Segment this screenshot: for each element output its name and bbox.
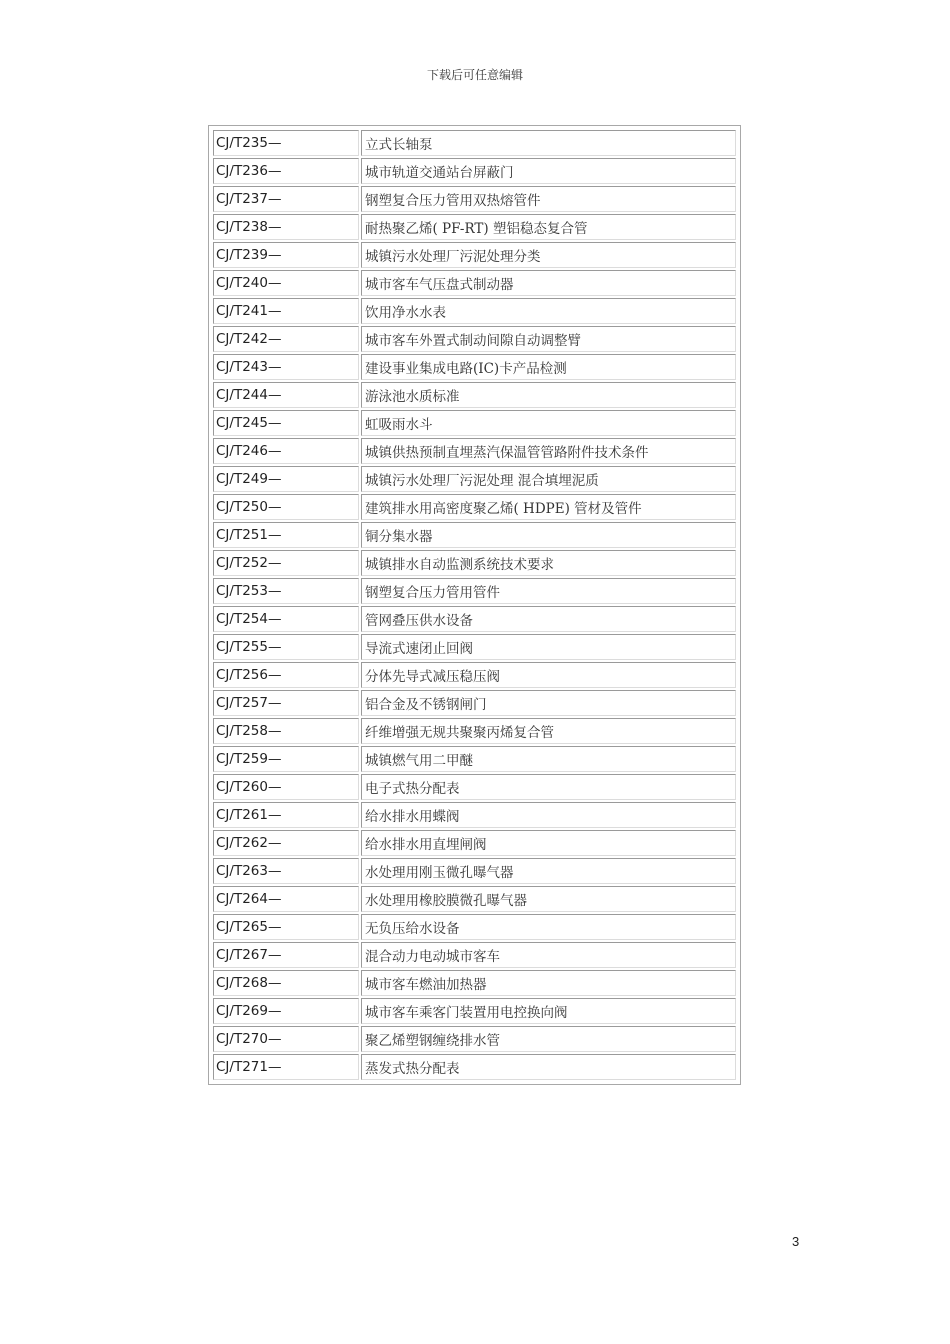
table-row bbox=[213, 438, 736, 464]
table-row bbox=[213, 830, 736, 856]
standard-name-cell: 城镇污水处理厂污泥处理 混合填埋泥质 bbox=[361, 466, 736, 492]
standard-code-cell: CJ/T263— bbox=[213, 858, 359, 884]
standard-code-cell: CJ/T260— bbox=[213, 774, 359, 800]
table-row bbox=[213, 270, 736, 296]
table-row bbox=[213, 802, 736, 828]
standard-name-cell: 铜分集水器 bbox=[361, 522, 736, 548]
standard-code-cell: CJ/T261— bbox=[213, 802, 359, 828]
standard-code-cell: CJ/T268— bbox=[213, 970, 359, 996]
table-row bbox=[213, 242, 736, 268]
standard-name-cell: 铝合金及不锈钢闸门 bbox=[361, 690, 736, 716]
standard-name-cell: 无负压给水设备 bbox=[361, 914, 736, 940]
standard-code-cell: CJ/T240— bbox=[213, 270, 359, 296]
standard-code-cell: CJ/T257— bbox=[213, 690, 359, 716]
standard-code-cell: CJ/T252— bbox=[213, 550, 359, 576]
table-row bbox=[213, 774, 736, 800]
table-row bbox=[213, 606, 736, 632]
standard-code-cell: CJ/T253— bbox=[213, 578, 359, 604]
table-row bbox=[213, 634, 736, 660]
table-row bbox=[213, 662, 736, 688]
standard-name-cell: 耐热聚乙烯( PF-RT) 塑铝稳态复合管 bbox=[361, 214, 736, 240]
standard-name-cell: 分体先导式减压稳压阀 bbox=[361, 662, 736, 688]
standard-name-cell: 聚乙烯塑钢缠绕排水管 bbox=[361, 1026, 736, 1052]
table-row bbox=[213, 494, 736, 520]
standard-name-cell: 城市轨道交通站台屏蔽门 bbox=[361, 158, 736, 184]
standard-name-cell: 管网叠压供水设备 bbox=[361, 606, 736, 632]
standards-table bbox=[211, 128, 738, 1082]
standard-name-cell: 给水排水用直埋闸阀 bbox=[361, 830, 736, 856]
standard-code-cell: CJ/T258— bbox=[213, 718, 359, 744]
standard-name-cell: 城镇供热预制直埋蒸汽保温管管路附件技术条件 bbox=[361, 438, 736, 464]
standard-code-cell: CJ/T255— bbox=[213, 634, 359, 660]
standard-name-cell: 混合动力电动城市客车 bbox=[361, 942, 736, 968]
standard-code-cell: CJ/T243— bbox=[213, 354, 359, 380]
standard-name-cell: 纤维增强无规共聚聚丙烯复合管 bbox=[361, 718, 736, 744]
table-row bbox=[213, 970, 736, 996]
standard-name-cell: 城市客车气压盘式制动器 bbox=[361, 270, 736, 296]
table-row bbox=[213, 886, 736, 912]
standard-name-cell: 饮用净水水表 bbox=[361, 298, 736, 324]
page-number: 3 bbox=[792, 1234, 800, 1249]
standards-table-frame bbox=[208, 125, 741, 1085]
table-row bbox=[213, 186, 736, 212]
standard-code-cell: CJ/T270— bbox=[213, 1026, 359, 1052]
standard-code-cell: CJ/T265— bbox=[213, 914, 359, 940]
table-row bbox=[213, 578, 736, 604]
table-row bbox=[213, 718, 736, 744]
standard-name-cell: 城镇燃气用二甲醚 bbox=[361, 746, 736, 772]
table-row bbox=[213, 214, 736, 240]
table-row bbox=[213, 410, 736, 436]
standard-name-cell: 给水排水用蝶阀 bbox=[361, 802, 736, 828]
standard-code-cell: CJ/T254— bbox=[213, 606, 359, 632]
standard-code-cell: CJ/T271— bbox=[213, 1054, 359, 1080]
standard-name-cell: 建设事业集成电路(IC)卡产品检测 bbox=[361, 354, 736, 380]
standard-code-cell: CJ/T237— bbox=[213, 186, 359, 212]
standard-code-cell: CJ/T251— bbox=[213, 522, 359, 548]
standard-name-cell: 城镇排水自动监测系统技术要求 bbox=[361, 550, 736, 576]
table-row bbox=[213, 298, 736, 324]
standard-code-cell: CJ/T264— bbox=[213, 886, 359, 912]
standard-code-cell: CJ/T250— bbox=[213, 494, 359, 520]
table-row bbox=[213, 158, 736, 184]
standard-name-cell: 城市客车外置式制动间隙自动调整臂 bbox=[361, 326, 736, 352]
table-row bbox=[213, 130, 736, 156]
standard-name-cell: 城市客车乘客门装置用电控换向阀 bbox=[361, 998, 736, 1024]
standard-code-cell: CJ/T249— bbox=[213, 466, 359, 492]
standard-name-cell: 立式长轴泵 bbox=[361, 130, 736, 156]
table-row bbox=[213, 466, 736, 492]
standard-name-cell: 钢塑复合压力管用管件 bbox=[361, 578, 736, 604]
table-row bbox=[213, 690, 736, 716]
table-row bbox=[213, 382, 736, 408]
standard-name-cell: 游泳池水质标准 bbox=[361, 382, 736, 408]
standard-name-cell: 水处理用橡胶膜微孔曝气器 bbox=[361, 886, 736, 912]
table-row bbox=[213, 858, 736, 884]
table-row bbox=[213, 326, 736, 352]
table-row bbox=[213, 998, 736, 1024]
standard-name-cell: 城市客车燃油加热器 bbox=[361, 970, 736, 996]
standard-name-cell: 导流式速闭止回阀 bbox=[361, 634, 736, 660]
standard-name-cell: 建筑排水用高密度聚乙烯( HDPE) 管材及管件 bbox=[361, 494, 736, 520]
table-row bbox=[213, 942, 736, 968]
standard-name-cell: 钢塑复合压力管用双热熔管件 bbox=[361, 186, 736, 212]
standard-code-cell: CJ/T236— bbox=[213, 158, 359, 184]
standard-name-cell: 城镇污水处理厂污泥处理分类 bbox=[361, 242, 736, 268]
standard-code-cell: CJ/T239— bbox=[213, 242, 359, 268]
standard-code-cell: CJ/T259— bbox=[213, 746, 359, 772]
table-row bbox=[213, 914, 736, 940]
standard-code-cell: CJ/T262— bbox=[213, 830, 359, 856]
standard-code-cell: CJ/T238— bbox=[213, 214, 359, 240]
table-row bbox=[213, 1054, 736, 1080]
standard-code-cell: CJ/T244— bbox=[213, 382, 359, 408]
standard-name-cell: 电子式热分配表 bbox=[361, 774, 736, 800]
standard-code-cell: CJ/T269— bbox=[213, 998, 359, 1024]
standard-name-cell: 虹吸雨水斗 bbox=[361, 410, 736, 436]
standard-name-cell: 蒸发式热分配表 bbox=[361, 1054, 736, 1080]
standard-code-cell: CJ/T267— bbox=[213, 942, 359, 968]
standard-code-cell: CJ/T246— bbox=[213, 438, 359, 464]
standard-code-cell: CJ/T256— bbox=[213, 662, 359, 688]
table-row bbox=[213, 354, 736, 380]
standards-table-body bbox=[213, 130, 736, 1080]
standard-code-cell: CJ/T245— bbox=[213, 410, 359, 436]
standard-code-cell: CJ/T241— bbox=[213, 298, 359, 324]
standard-code-cell: CJ/T235— bbox=[213, 130, 359, 156]
standard-code-cell: CJ/T242— bbox=[213, 326, 359, 352]
table-row bbox=[213, 746, 736, 772]
table-row bbox=[213, 522, 736, 548]
standard-name-cell: 水处理用刚玉微孔曝气器 bbox=[361, 858, 736, 884]
table-row bbox=[213, 550, 736, 576]
table-row bbox=[213, 1026, 736, 1052]
header-note: 下载后可任意编辑 bbox=[426, 68, 523, 82]
